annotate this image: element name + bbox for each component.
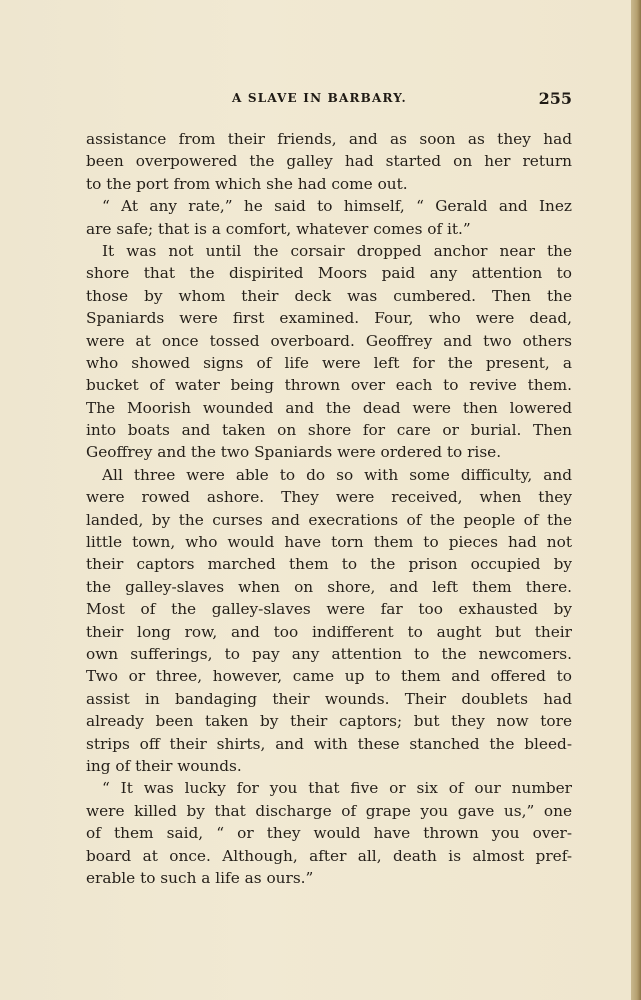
text-line: their captors marched them to the prison occupied by [86, 555, 572, 574]
text-line: those by whom their deck was cumbered. Then the [86, 286, 572, 305]
text-line: ing of their wounds. [86, 756, 242, 775]
text-line: were rowed ashore. They were received, when they [86, 488, 572, 507]
text-line: strips off their shirts, and with these stanched the bleed- [86, 734, 572, 753]
text-line: been overpowered the galley had started on her return [86, 152, 572, 171]
text-line: board at once. Although, after all, death is almost pref- [86, 846, 572, 865]
text-line: into boats and taken on shore for care or burial. Then [86, 421, 572, 440]
text-line: The Moorish wounded and the dead were then lowered [86, 398, 572, 417]
text-line: already been taken by their captors; but they now tore [86, 712, 572, 731]
page-number: 255 [538, 89, 572, 108]
text-line: were killed by that discharge of grape you gave us,” one [86, 801, 572, 820]
text-line: bucket of water being thrown over each to revive them. [86, 376, 572, 395]
text-line: the galley-slaves when on shore, and left them there. [86, 577, 572, 596]
running-head [86, 91, 572, 111]
text-line: Geoffrey and the two Spaniards were ordered to rise. [86, 443, 502, 462]
text-line: landed, by the curses and execrations of the people of the [86, 510, 572, 529]
running-title: A SLAVE IN BARBARY. [232, 91, 407, 105]
text-line: Most of the galley-slaves were far too exhausted by [86, 600, 572, 619]
text-line: their long row, and too indifferent to aught but their [86, 622, 572, 641]
page-fore-edge [631, 0, 641, 1000]
text-line: are safe; that is a comfort, whatever comes of it.” [86, 219, 471, 238]
text-line: “ At any rate,” he said to himself, “ Gerald and Inez [102, 197, 572, 216]
text-line: Spaniards were first examined. Four, who were dead, [86, 309, 572, 328]
text-line: “ It was lucky for you that five or six of our number [102, 779, 572, 798]
text-line: All three were able to do so with some difficulty, and [102, 465, 572, 484]
body-text [86, 128, 572, 889]
text-line: It was not until the corsair dropped anchor near the [102, 241, 572, 260]
text-line: of them said, “ or they would have thrown you over- [86, 824, 572, 843]
text-line: Two or three, however, came up to them and offered to [86, 667, 572, 686]
text-line: were at once tossed overboard. Geoffrey and two others [86, 331, 572, 350]
text-line: assistance from their friends, and as soon as they had [86, 130, 572, 148]
text-line: who showed signs of life were left for the present, a [86, 353, 572, 372]
text-line: own sufferings, to pay any attention to the newcomers. [86, 644, 572, 663]
text-line: shore that the dispirited Moors paid any attention to [86, 264, 572, 283]
text-line: erable to such a life as ours.” [86, 868, 314, 887]
text-line: to the port from which she had come out. [86, 174, 408, 193]
text-line: assist in bandaging their wounds. Their doublets had [86, 689, 572, 708]
text-line: little town, who would have torn them to pieces had not [86, 533, 572, 552]
